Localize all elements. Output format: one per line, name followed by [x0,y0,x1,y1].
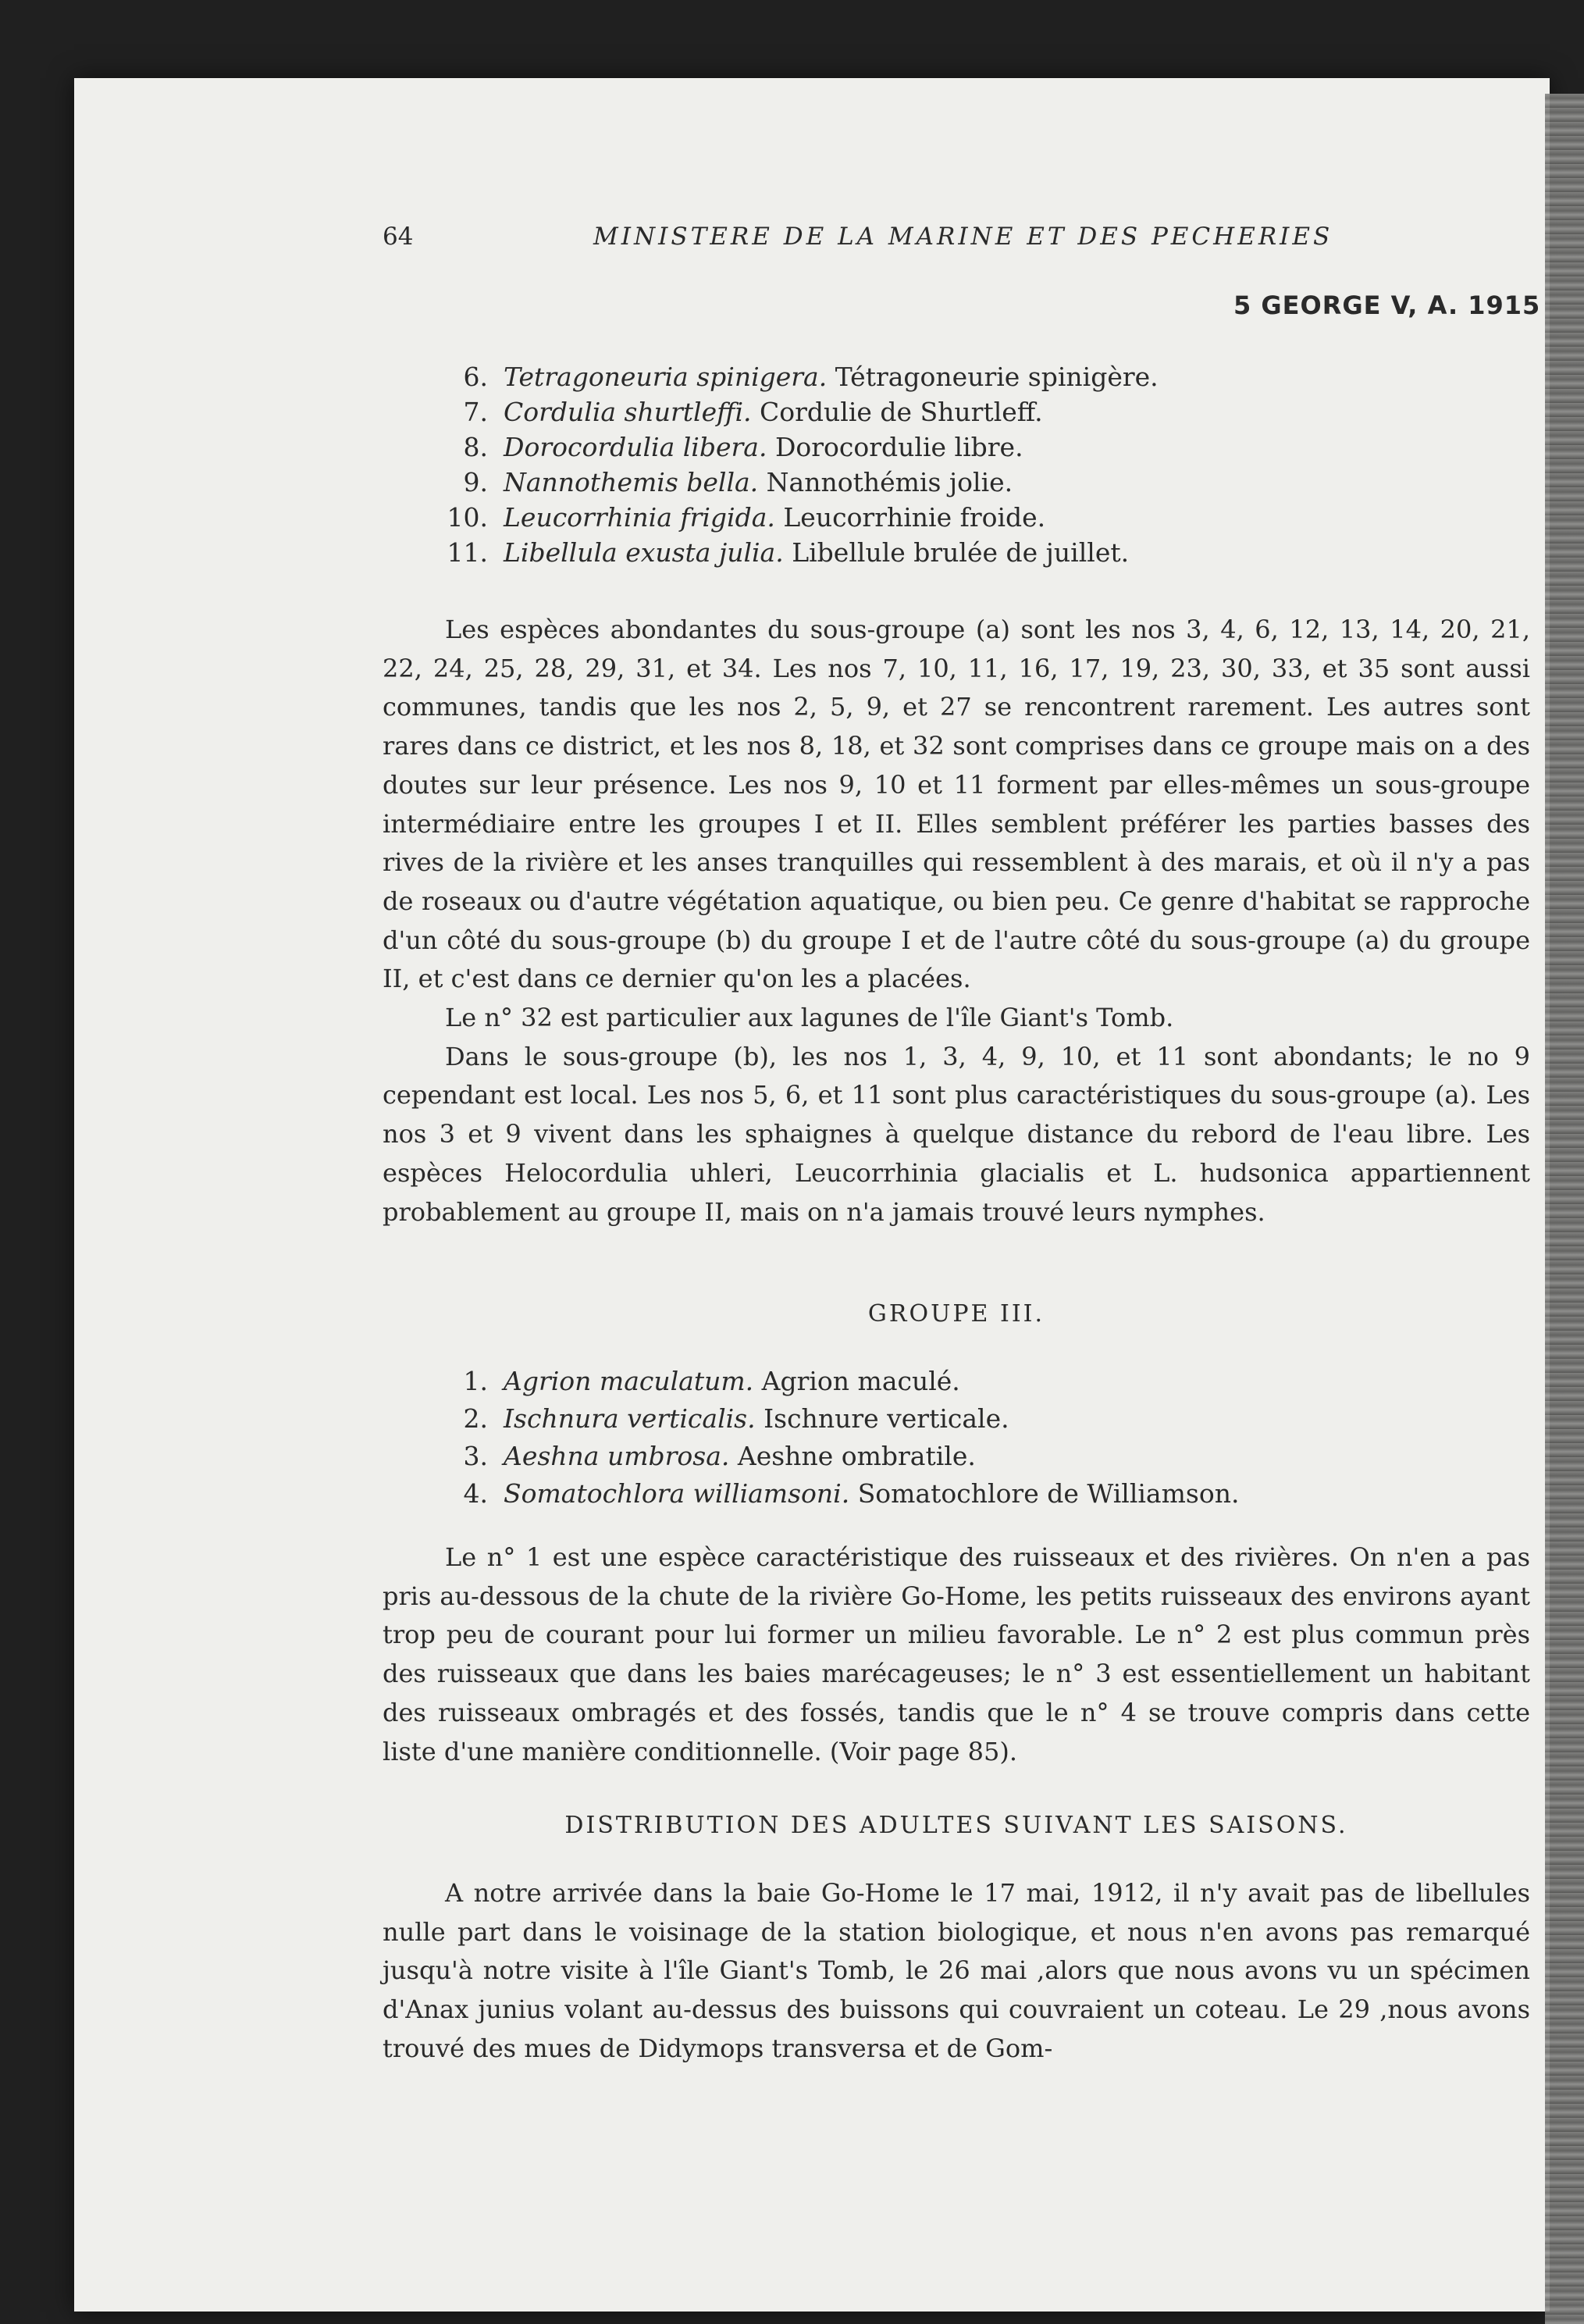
running-title: MINISTERE DE LA MARINE ET DES PECHERIES [593,223,1333,251]
paragraph: Les espèces abondantes du sous-groupe (a) sont les nos 3, 4, 6, 12, 13, 14, 20, 21, 22, 24, 25, 28, 29, 31, et 34. Les nos 7, 10, 11, 16, 17, 19, 23, 30, 33, et 35 sont aussi communes, tandis que les nos 2, 5, 9, et 27 se rencontrent rarement. Les autres sont rares dans ce district, et les nos 8, 18, et 32 sont comprises dans ce groupe mais on a des doutes sur leur présence. Les nos 9, 10 et 11 forment par elles-mêmes un sous-groupe intermédiaire entre les groupes I et II. Elles semblent préférer les parties basses des rives de la rivière et les anses tranquilles qui ressemblent à des marais, et où il n'y a pas de roseaux ou d'autre végétation aquatique, ou bien peu. Ce genre d'habitat se rapproche d'un côté du sous-groupe (b) du groupe I et de l'autre côté du sous-groupe (a) du groupe II, et c'est dans ce dernier qu'on les a placées. [383,615,1530,994]
session-label: 5 GEORGE V, A. 1915 [1233,290,1541,320]
body-paragraphs-one [383,611,1530,1232]
list-item: 1. Agrion maculatum. Agrion maculé. [463,1366,960,1396]
body-paragraph-three [383,1874,1530,2069]
page-number: 64 [383,223,414,251]
list-item: 7. Cordulia shurtleffi. Cordulie de Shurtleff. [463,397,1043,427]
paragraph: Le n° 32 est particulier aux lagunes de l'île Giant's Tomb. [445,1003,1174,1033]
list-item: 3. Aeshna umbrosa. Aeshne ombratile. [463,1441,976,1471]
list-item: 10. Leucorrhinia frigida. Leucorrhinie froide. [447,502,1046,533]
section-heading: DISTRIBUTION DES ADULTES SUIVANT LES SAISONS. [564,1812,1348,1839]
page-edge-stack [1545,94,1584,2324]
species-list-group-three [437,1363,1452,1513]
group-heading: GROUPE III. [867,1300,1045,1328]
paragraph: A notre arrivée dans la baie Go-Home le 17 mai, 1912, il n'y avait pas de libellules nulle part dans le voisinage de la station biologique, et nous n'en avons pas remarqué jusqu'à notre visite à l'île Giant's Tomb, le 26 mai ,alors que nous avons vu un spécimen d'Anax junius volant au-dessus des buissons qui couvraient un coteau. Le 29 ,nous avons trouvé des mues de Didymops transversa et de Gom- [383,1878,1530,2063]
list-item: 11. Libellula exusta julia. Libellule brulée de juillet. [447,537,1130,568]
list-item: 9. Nannothemis bella. Nannothémis jolie. [463,467,1013,497]
paragraph: Dans le sous-groupe (b), les nos 1, 3, 4, 9, 10, et 11 sont abondants; le no 9 cependant est local. Les nos 5, 6, et 11 sont plus caractéristiques du sous-groupe (a). Les nos 3 et 9 vivent dans les sphaignes à quelque distance du rebord de l'eau libre. Les espèces Helocordulia uhleri, Leucorrhinia glacialis et L. hudsonica appartiennent probablement au groupe II, mais on n'a jamais trouvé leurs nymphes. [383,1041,1530,1227]
paragraph: Le n° 1 est une espèce caractéristique des ruisseaux et des rivières. On n'en a pas pris au-dessous de la chute de la rivière Go-Home, les petits ruisseaux des environs ayant trop peu de courant pour lui former un milieu favorable. Le n° 2 est plus commun près des ruisseaux que dans les baies marécageuses; le n° 3 est essentiellement un habitant des ruisseaux ombragés et des fossés, tandis que le n° 4 se trouve compris dans cette liste d'une manière conditionnelle. (Voir page 85). [383,1542,1530,1766]
list-item: 2. Ischnura verticalis. Ischnure verticale. [463,1403,1009,1434]
list-item: 6. Tetragoneuria spinigera. Tétragoneurie spinigère. [463,362,1159,392]
running-header [383,223,1475,262]
species-list-group-two [437,359,1452,570]
body-paragraph-two [383,1538,1530,1771]
list-item: 4. Somatochlora williamsoni. Somatochlore de Williamson. [463,1478,1240,1509]
list-item: 8. Dorocordulia libera. Dorocordulie libre. [463,432,1023,462]
